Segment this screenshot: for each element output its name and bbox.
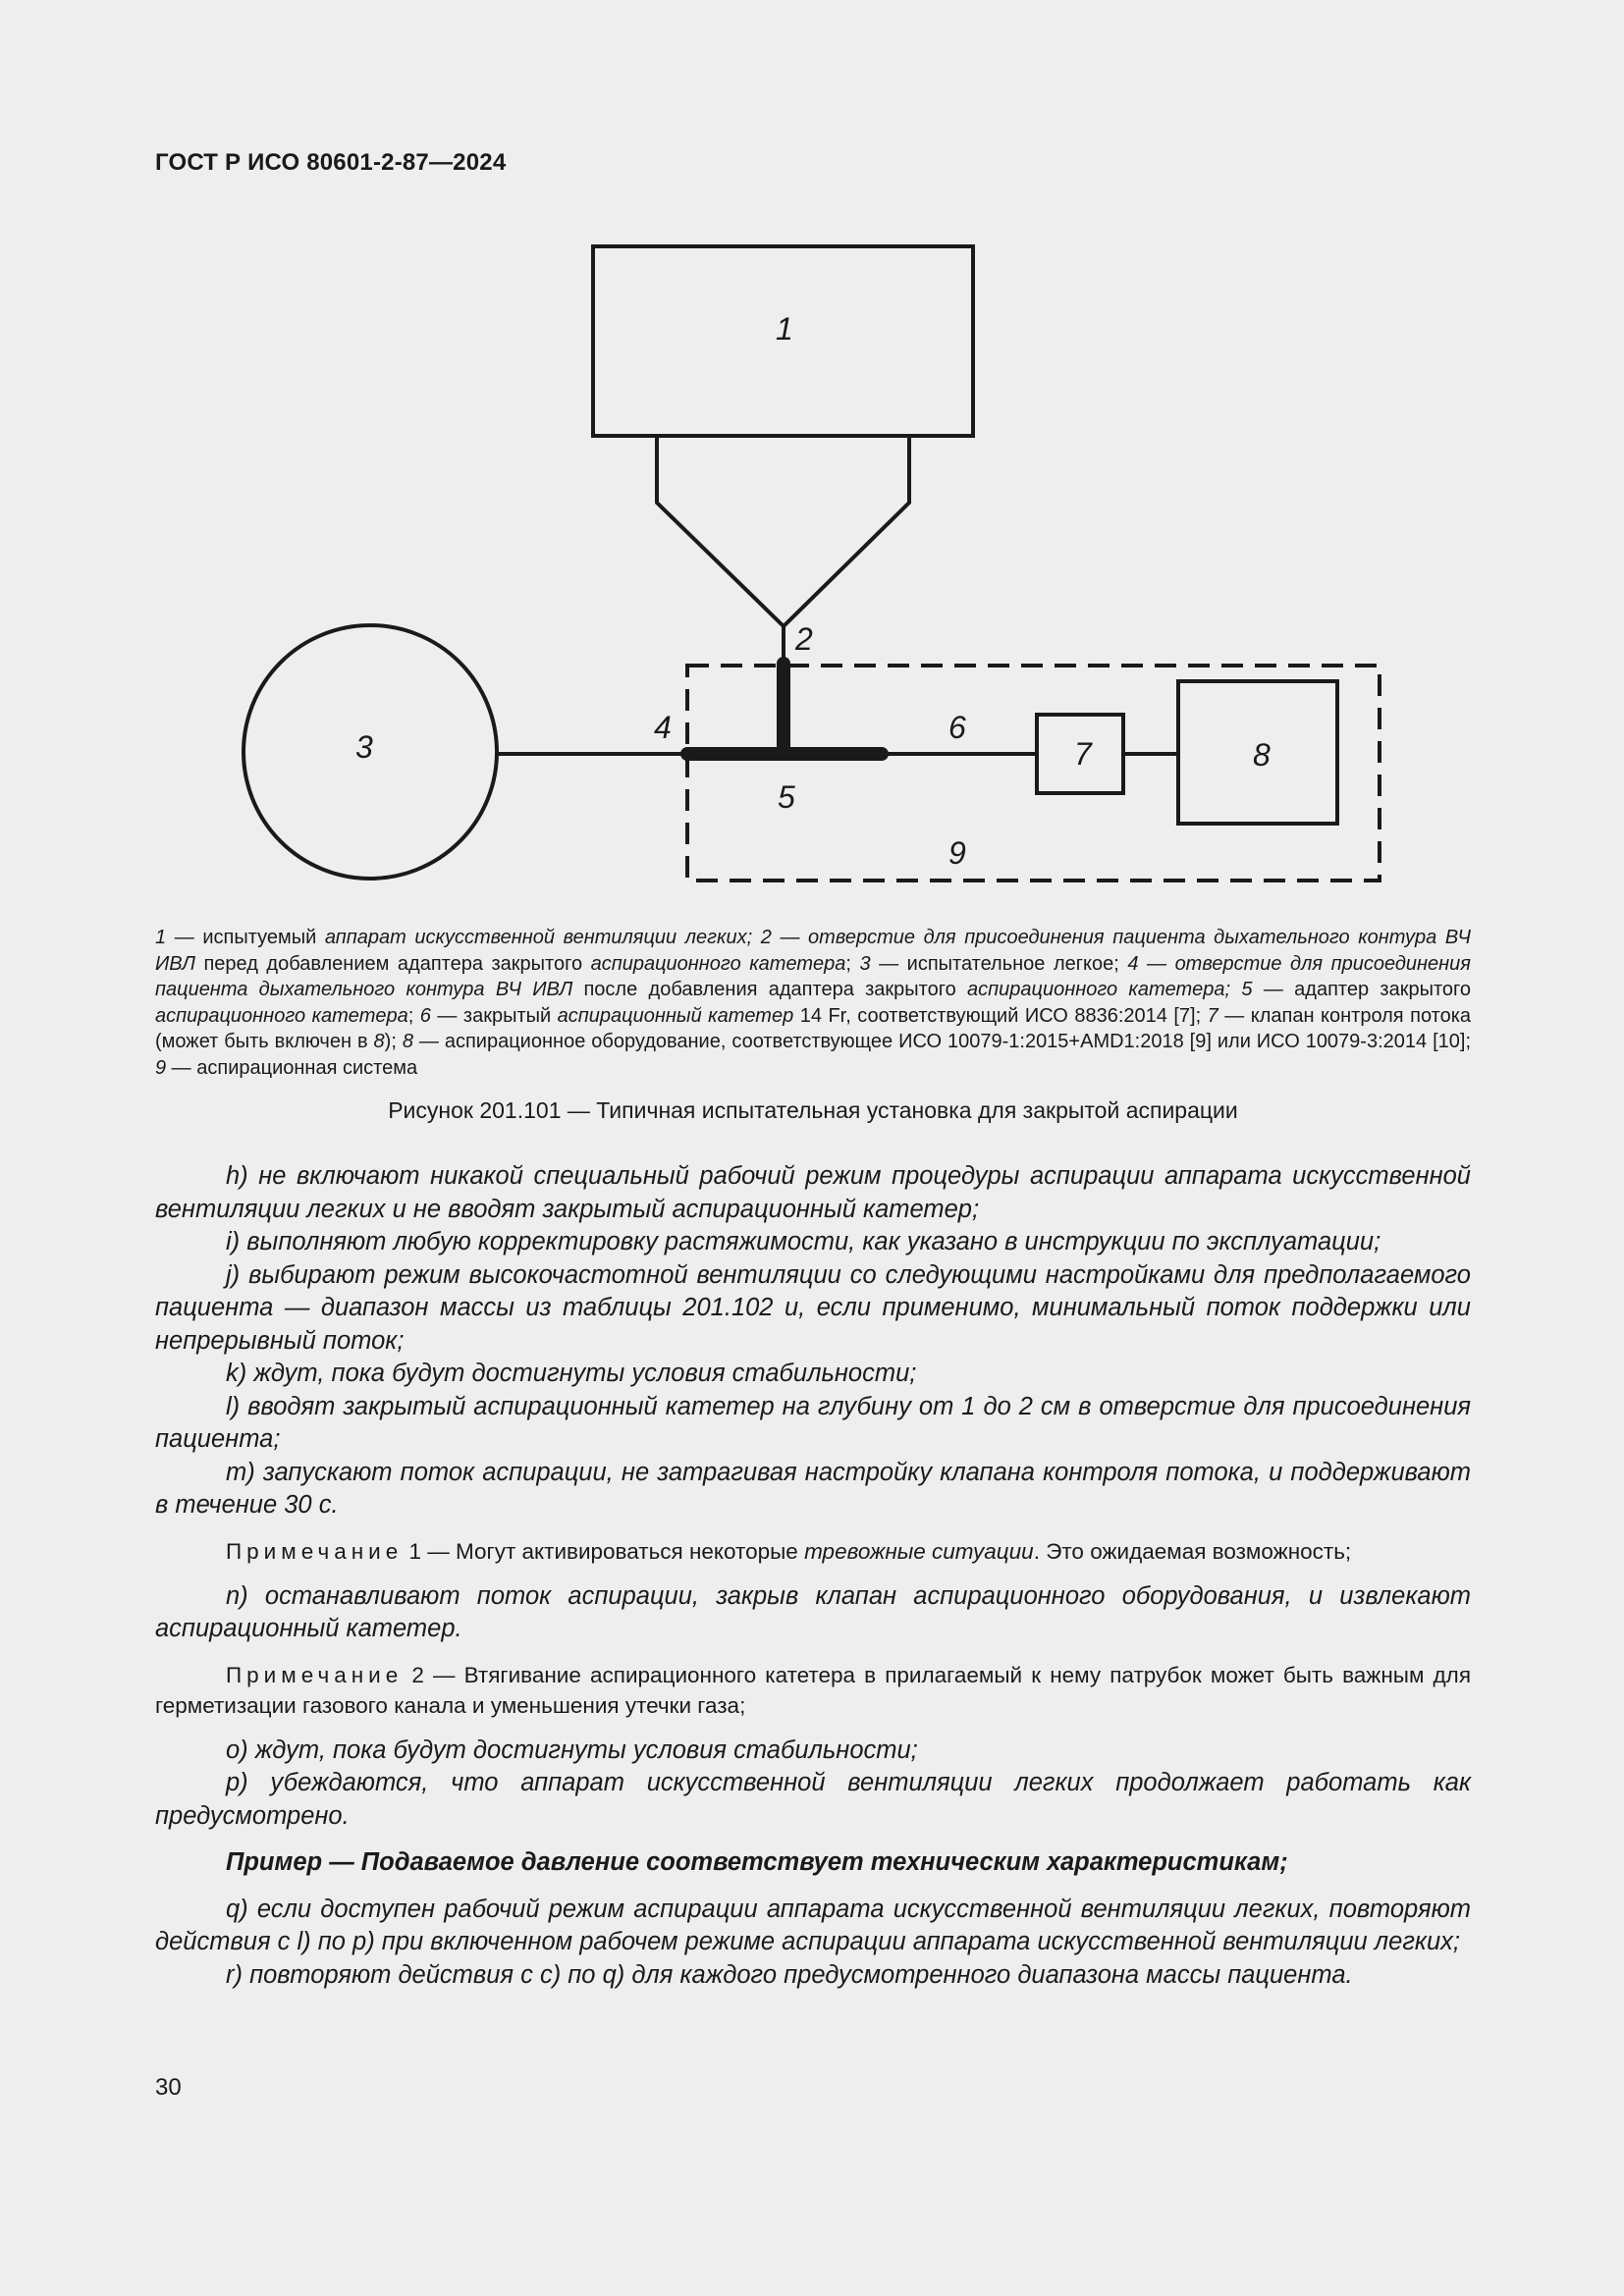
legend-run: — клапан контроля потока (может быть включен в <box>155 1004 1472 1052</box>
document-header: ГОСТ Р ИСО 80601-2-87—2024 <box>155 149 507 176</box>
legend-run: — адаптер закрытого <box>1252 979 1471 1000</box>
legend-run: после добавления адаптера закрытого <box>572 979 968 1000</box>
legend-run: ); <box>384 1031 403 1052</box>
legend-run: аспирационный катетер <box>557 1004 794 1027</box>
note-1-pre: 1 — Могут активироваться некоторые <box>403 1538 805 1564</box>
step-p: p) убеждаются, что аппарат искусственной вентиляции легких продолжает работать как предусмотрено. <box>155 1769 1471 1830</box>
suction-system-boundary <box>687 666 1380 881</box>
label-3: 3 <box>355 729 373 765</box>
label-4: 4 <box>654 710 672 745</box>
label-6: 6 <box>948 710 966 745</box>
legend-run: — аспирационная система <box>166 1056 418 1079</box>
legend-run: — испытуемый <box>166 927 325 948</box>
test-setup-diagram <box>0 0 1624 923</box>
legend-run: аспирационного катетера; 5 <box>967 979 1253 1000</box>
legend-run: аспирационного катетера <box>155 1004 408 1027</box>
legend-run: 8 <box>373 1031 385 1052</box>
step-j: j) выбирают режим высокочастотной вентиляции со следующими настройками для предполагаемого пациента — диапазон массы из таблицы 201.102 и, если применимо, минимальный поток поддержки или непрерывный поток; <box>155 1260 1471 1355</box>
legend-run: — испытательное легкое; <box>870 952 1128 975</box>
legend-run: 6 <box>419 1004 431 1027</box>
legend-run: 14 Fr, соответствующий ИСО 8836:2014 [7]; <box>793 1004 1208 1027</box>
legend-run: ; <box>845 952 860 975</box>
note-2-text: 2 — Втягивание аспирационного катетера в прилагаемый к нему патрубок может быть важным для герметизации газового канала и уменьшения утечки газа; <box>155 1662 1471 1718</box>
label-7: 7 <box>1074 736 1092 772</box>
note-2-label: Примечание <box>226 1662 404 1687</box>
legend-run: 1 <box>155 927 167 948</box>
label-9: 9 <box>948 835 966 871</box>
label-1: 1 <box>776 311 793 347</box>
note-1-italic: тревожные ситуации <box>804 1538 1034 1564</box>
step-i: i) выполняют любую корректировку растяжимости, как указано в инструкции по эксплуатации; <box>226 1228 1381 1255</box>
figure-caption: Рисунок 201.101 — Типичная испытательная установка для закрытой аспирации <box>388 1097 1238 1123</box>
legend-run: аспирационного катетера <box>590 952 846 975</box>
legend-run: 4 — отверстие для присоединения пациента дыхательного контура ВЧ ИВЛ <box>155 952 1471 1000</box>
ventilator-funnel <box>657 436 909 626</box>
legend-run: 7 <box>1207 1004 1218 1027</box>
step-l: l) вводят закрытый аспирационный катетер на глубину от 1 до 2 см в отверстие для присоединения пациента; <box>155 1392 1471 1453</box>
legend-run: 8 <box>402 1031 413 1052</box>
legend-run: ; <box>407 1004 420 1027</box>
step-r: r) повторяют действия с с) по q) для каждого предусмотренного диапазона массы пациента. <box>226 1960 1353 1989</box>
legend-run: — закрытый <box>430 1004 558 1027</box>
figure-legend <box>155 925 1471 1081</box>
note-1-label: Примечание <box>226 1538 404 1564</box>
step-k: k) ждут, пока будут достигнуты условия стабильности; <box>226 1360 917 1387</box>
label-5: 5 <box>778 779 795 815</box>
page-number: 30 <box>155 2074 182 2101</box>
note-1-post: . Это ожидаемая возможность; <box>1033 1538 1352 1564</box>
step-n: n) останавливают поток аспирации, закрыв клапан аспирационного оборудования, и извлекают аспирационный катетер. <box>155 1581 1471 1642</box>
step-q: q) если доступен рабочий режим аспирации аппарата искусственной вентиляции легких, повторяют действия с l) по p) при включенном рабочем режиме аспирации аппарата искусственной вентиляции легких; <box>155 1895 1471 1955</box>
legend-run: аппарат искусственной вентиляции легких; 2 — отверстие для присоединения пациента дыхательного контура ВЧ ИВЛ <box>155 927 1471 975</box>
example-line: Пример — Подаваемое давление соответствует техническим характеристикам; <box>226 1848 1288 1876</box>
legend-run: 9 <box>155 1056 167 1079</box>
procedure-text <box>155 1160 1471 1992</box>
legend-run: перед добавлением адаптера закрытого <box>194 952 591 975</box>
legend-run: — аспирационное оборудование, соответствующее ИСО 10079-1:2015+AMD1:2018 [9] или ИСО 10079-3:2014 [10]; <box>412 1031 1471 1052</box>
note-1 <box>155 1536 1471 1567</box>
step-o: o) ждут, пока будут достигнуты условия стабильности; <box>226 1735 918 1764</box>
label-2: 2 <box>795 621 813 657</box>
legend-run: 3 <box>859 952 871 975</box>
label-8: 8 <box>1253 737 1271 773</box>
step-m: m) запускают поток аспирации, не затрагивая настройку клапана контроля потока, и поддерживают в течение 30 с. <box>155 1458 1471 1519</box>
step-h: h) не включают никакой специальный рабочий режим процедуры аспирации аппарата искусственной вентиляции легких и не вводят закрытый аспирационный катетер; <box>155 1162 1471 1223</box>
note-2 <box>155 1660 1471 1721</box>
